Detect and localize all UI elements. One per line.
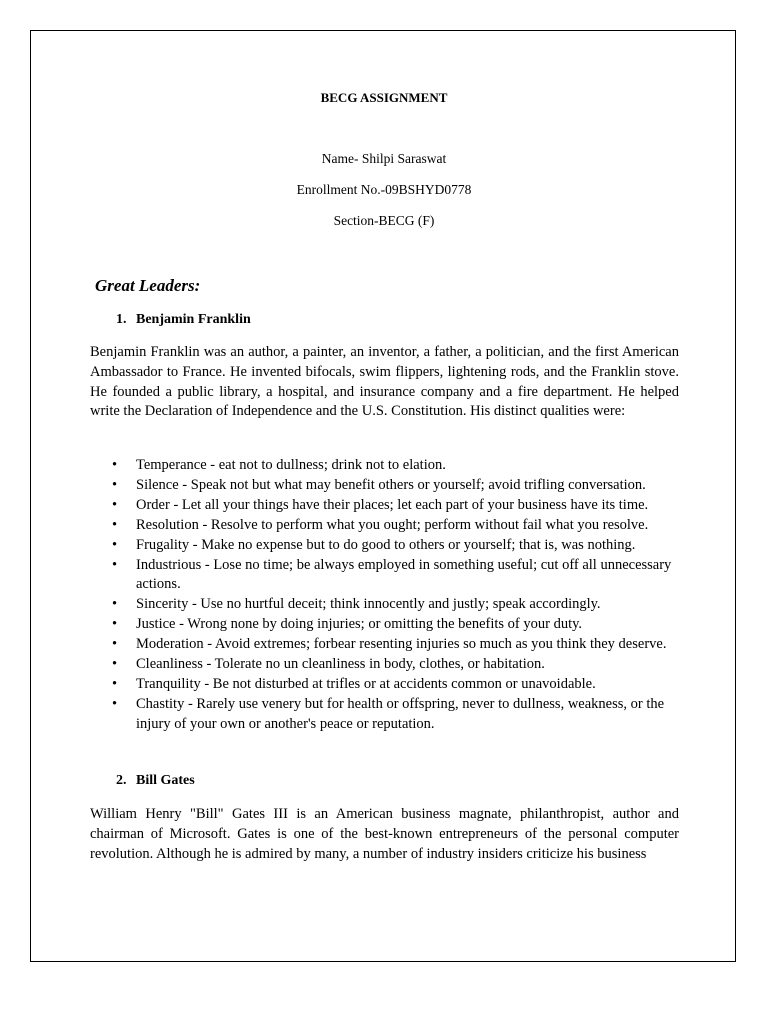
section-line: Section-BECG (F)	[333, 213, 435, 228]
quality-text: Industrious - Lose no time; be always employed in something useful; cut off all unnecessary actions.	[136, 556, 672, 593]
great-leaders-heading: Great Leaders:	[95, 276, 201, 295]
leader-name: Benjamin Franklin	[136, 312, 251, 327]
quality-text: Moderation - Avoid extremes; forbear resenting injuries so much as you think they deserve.	[136, 636, 667, 653]
bullet-icon: •	[112, 636, 118, 653]
leader-number: 1.	[116, 312, 127, 327]
list-item	[90, 695, 680, 735]
bullet-icon: •	[112, 656, 118, 673]
leader-name: Bill Gates	[136, 773, 195, 788]
bullet-icon: •	[112, 675, 118, 692]
quality-text: Silence - Speak not but what may benefit others or yourself; avoid trifling conversation.	[136, 476, 646, 493]
bullet-icon: •	[112, 556, 118, 573]
assignment-title: BECG ASSIGNMENT	[320, 90, 448, 105]
quality-text: Frugality - Make no expense but to do good to others or yourself; that is, was nothing.	[136, 536, 636, 553]
bullet-icon: •	[112, 457, 118, 473]
bullet-icon: •	[112, 516, 118, 533]
gates-paragraph: William Henry "Bill" Gates III is an American business magnate, philanthropist, author and chairman of Microsoft. Gates is one of the best-known entrepreneurs of the personal computer revolution. Although he is admired by many, a number of industry insiders criticize his business	[90, 806, 679, 862]
quality-text: Resolution - Resolve to perform what you ought; perform without fail what you resolve.	[136, 516, 649, 533]
franklin-paragraph: Benjamin Franklin was an author, a painter, an inventor, a father, a politician, and the first American Ambassador to France. He invented bifocals, swim flippers, lightening rods, and the Franklin stove. He founded a public library, a hospital, and insurance company and a fire department. He helped write the Declaration of Independence and the U.S. Constitution. His distinct qualities were:	[90, 344, 679, 420]
leader-number: 2.	[116, 773, 127, 788]
list-item	[90, 536, 680, 556]
quality-text: Tranquility - Be not disturbed at trifles or at accidents common or unavoidable.	[136, 675, 596, 692]
quality-text: Temperance - eat not to dullness; drink not to elation.	[136, 457, 446, 473]
quality-text: Cleanliness - Tolerate no un cleanliness in body, clothes, or habitation.	[136, 656, 545, 673]
quality-text: Sincerity - Use no hurtful deceit; think innocently and justly; speak accordingly.	[136, 596, 601, 613]
list-item	[90, 615, 680, 635]
franklin-qualities-list	[90, 456, 680, 735]
bullet-icon: •	[112, 496, 118, 513]
bullet-icon: •	[112, 596, 118, 613]
list-item	[90, 476, 680, 496]
bullet-icon: •	[112, 476, 118, 493]
quality-text: Chastity - Rarely use venery but for health or offspring, never to dullness, weakness, or the injury of your own or another's peace or reputation.	[136, 695, 665, 732]
enrollment-number: Enrollment No.-09BSHYD0778	[296, 182, 472, 197]
student-name: Name- Shilpi Saraswat	[321, 151, 447, 166]
quality-text: Justice - Wrong none by doing injuries; or omitting the benefits of your duty.	[136, 616, 583, 633]
bullet-icon: •	[112, 536, 118, 553]
leader-heading-gates	[116, 773, 195, 789]
list-item	[90, 516, 680, 536]
list-item	[90, 635, 680, 655]
leader-heading-franklin	[116, 312, 251, 328]
list-item	[90, 456, 680, 476]
list-item	[90, 595, 680, 615]
list-item	[90, 496, 680, 516]
quality-text: Order - Let all your things have their places; let each part of your business have its time.	[136, 496, 649, 513]
list-item	[90, 655, 680, 675]
list-item	[90, 556, 680, 596]
list-item	[90, 675, 680, 695]
bullet-icon: •	[112, 695, 118, 712]
bullet-icon: •	[112, 616, 118, 633]
